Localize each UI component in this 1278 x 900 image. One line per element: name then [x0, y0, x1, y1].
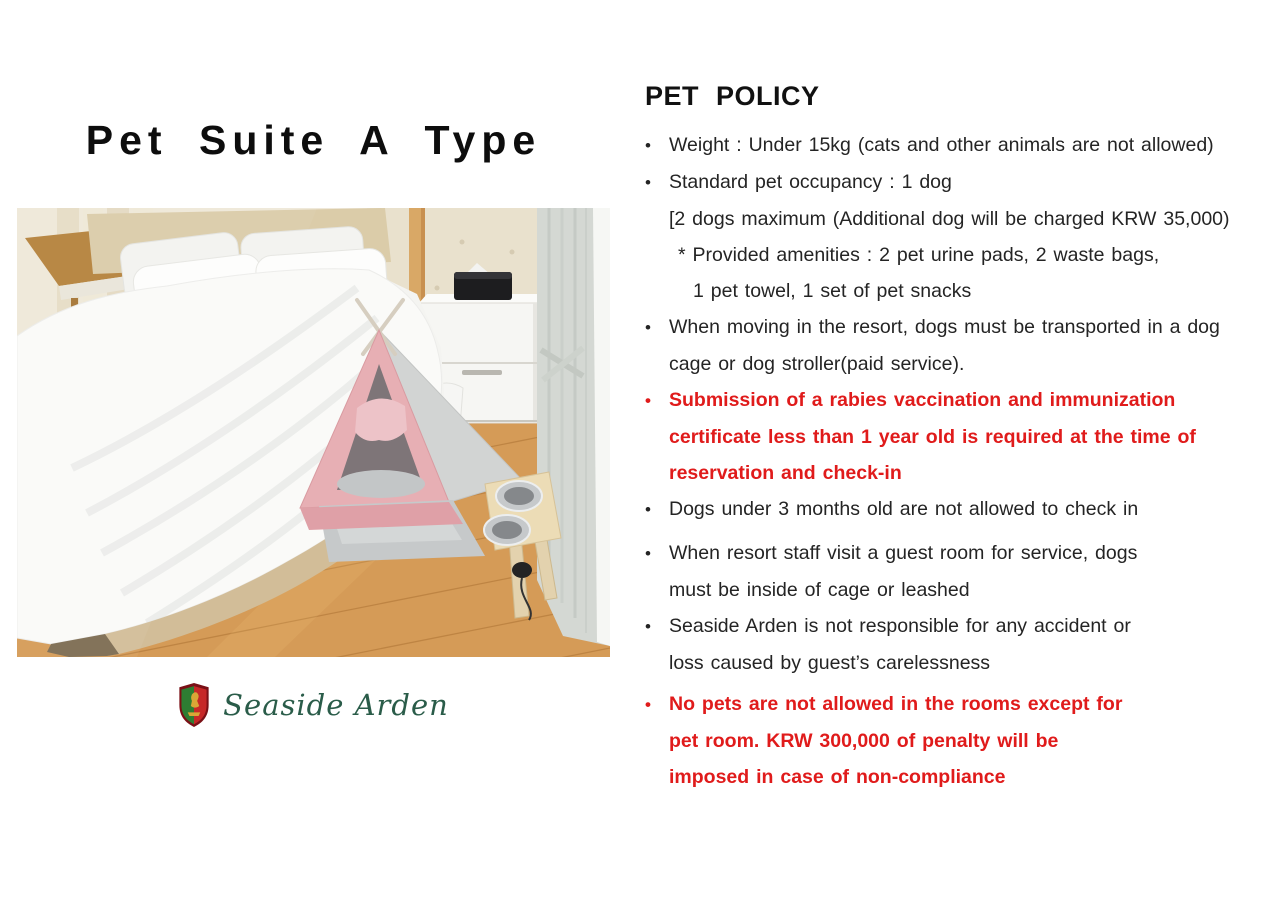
policy-item — [645, 309, 1270, 382]
bullet-dot: • — [645, 173, 651, 192]
policy-line — [645, 273, 1270, 309]
policy-line — [645, 723, 1270, 759]
policy-line-text: reservation and check-in — [669, 462, 902, 484]
pet-policy-section — [645, 78, 1270, 795]
policy-line — [645, 419, 1270, 455]
tent-cushion — [337, 470, 425, 498]
policy-line — [645, 608, 1270, 645]
bullet-dot: • — [645, 318, 651, 337]
policy-line-text: Submission of a rabies vaccination and immunization — [669, 389, 1176, 411]
bullet-dot: • — [645, 617, 651, 636]
policy-line-text: pet room. KRW 300,000 of penalty will be — [669, 730, 1059, 752]
policy-item — [645, 382, 1270, 491]
bullet-dot: • — [645, 500, 651, 519]
policy-line — [645, 455, 1270, 491]
policy-line-text: must be inside of cage or leashed — [669, 579, 970, 601]
policy-line — [645, 686, 1270, 723]
policy-line-text: Dogs under 3 months old are not allowed to check in — [669, 498, 1139, 520]
brand-name: Seaside Arden — [223, 688, 449, 722]
page-title: Pet Suite A Type — [85, 117, 542, 163]
policy-line — [645, 201, 1270, 237]
policy-line — [645, 127, 1270, 164]
policy-line-text: imposed in case of non-compliance — [669, 766, 1006, 788]
policy-line — [645, 309, 1270, 346]
policy-line-text: cage or dog stroller(paid service). — [669, 353, 965, 375]
policy-line — [645, 491, 1270, 528]
policy-line-text: When resort staff visit a guest room for service, dogs — [669, 542, 1138, 564]
crest-shield-icon — [178, 682, 210, 728]
bullet-dot: • — [645, 544, 651, 563]
policy-item — [645, 535, 1270, 608]
policy-line — [645, 346, 1270, 382]
policy-line-text: [2 dogs maximum (Additional dog will be charged KRW 35,000) — [669, 208, 1230, 230]
bullet-dot: • — [645, 695, 651, 714]
policy-line — [645, 382, 1270, 419]
policy-line-text: Seaside Arden is not responsible for any accident or — [669, 615, 1131, 637]
policy-item — [645, 491, 1270, 528]
tent-ruffle — [355, 398, 407, 441]
policy-line — [645, 164, 1270, 201]
policy-line — [645, 759, 1270, 795]
policy-line-text: No pets are not allowed in the rooms except for — [669, 693, 1123, 715]
policy-list — [645, 127, 1270, 795]
policy-heading: PET POLICY — [645, 81, 820, 111]
policy-line — [645, 572, 1270, 608]
policy-line-text: 1 pet towel, 1 set of pet snacks — [693, 280, 972, 302]
policy-line-text: Weight : Under 15kg (cats and other animals are not allowed) — [669, 134, 1214, 156]
policy-line-text: When moving in the resort, dogs must be transported in a dog — [669, 316, 1220, 338]
policy-item — [645, 686, 1270, 795]
brand-logo — [17, 682, 610, 728]
policy-line-text: certificate less than 1 year old is required at the time of — [669, 426, 1196, 448]
room-photo — [17, 208, 610, 657]
policy-line — [645, 535, 1270, 572]
policy-line-text: * Provided amenities : 2 pet urine pads, 2 waste bags, — [678, 244, 1160, 266]
policy-item — [645, 164, 1270, 309]
bullet-dot: • — [645, 136, 651, 155]
policy-line-text: Standard pet occupancy : 1 dog — [669, 171, 952, 193]
policy-line-text: loss caused by guest’s carelessness — [669, 652, 991, 674]
policy-item — [645, 127, 1270, 164]
policy-line — [645, 237, 1270, 273]
policy-line — [645, 645, 1270, 681]
policy-item — [645, 608, 1270, 681]
bullet-dot: • — [645, 391, 651, 410]
